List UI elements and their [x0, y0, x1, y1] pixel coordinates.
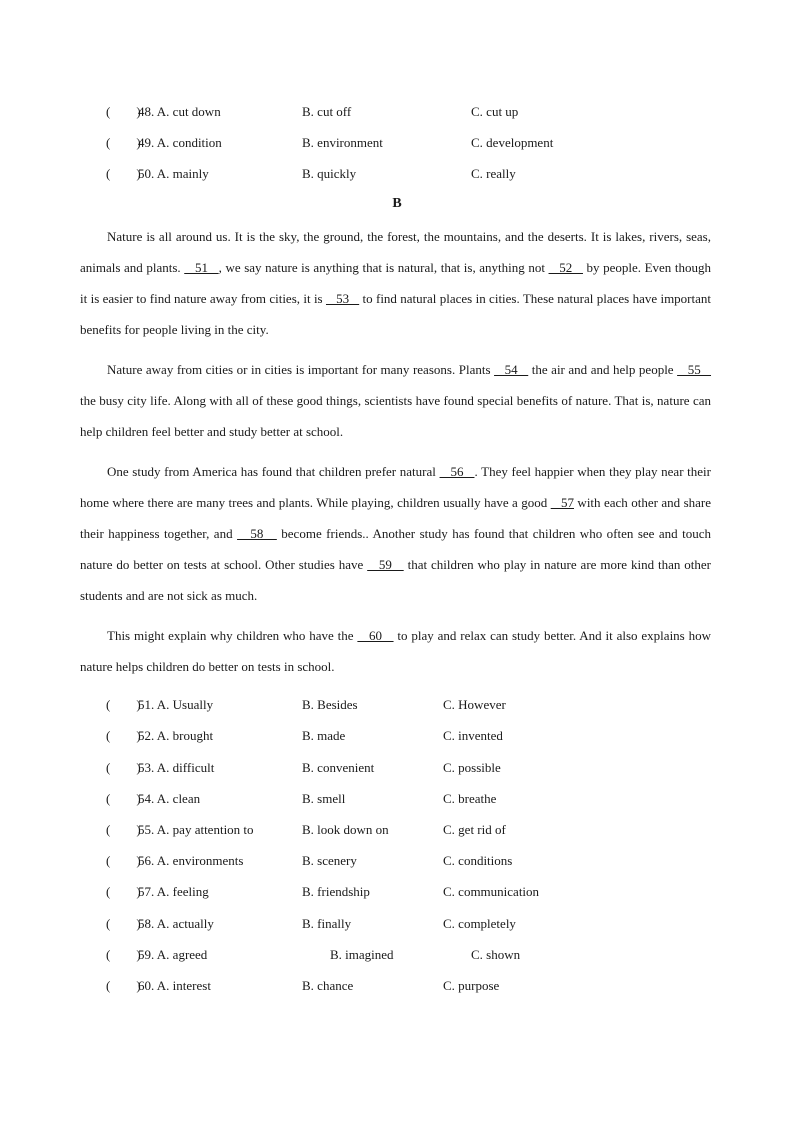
- option-b: B. environment: [302, 135, 383, 150]
- option-c: C. really: [471, 166, 516, 181]
- blank-51: 51: [184, 260, 219, 275]
- answer-bracket: ( ): [106, 760, 141, 775]
- answer-bracket: ( ): [106, 135, 141, 150]
- option-a: 49. A. condition: [138, 135, 222, 150]
- paragraph-text: that children who play in nature are more kind than other students and are not sick as much.: [80, 557, 712, 603]
- option-c: C. purpose: [443, 978, 500, 993]
- option-b: B. imagined: [330, 947, 394, 962]
- option-c: C. invented: [443, 728, 503, 743]
- blank-57: 57: [550, 495, 574, 510]
- option-b: B. scenery: [302, 853, 357, 868]
- blank-54: 54: [494, 362, 529, 377]
- option-b: B. cut off: [302, 104, 352, 119]
- option-c: C. shown: [471, 947, 521, 962]
- option-a: 52. A. brought: [138, 728, 214, 743]
- paragraph-text: Nature away from cities or in cities is important for many reasons. Plants: [107, 362, 495, 377]
- option-c: C. breathe: [443, 791, 497, 806]
- option-a: 59. A. agreed: [138, 947, 208, 962]
- answer-bracket: ( ): [106, 697, 141, 712]
- answer-bracket: ( ): [106, 916, 141, 931]
- blank-55: 55: [677, 362, 712, 377]
- option-b: B. Besides: [302, 697, 358, 712]
- paragraph-text: This might explain why children who have the: [107, 628, 358, 643]
- paragraph-text: by people. Even though it is easier to find nature away from cities, it is: [80, 260, 711, 306]
- answer-bracket: ( ): [106, 978, 141, 993]
- paragraph-text: . They feel happier when they play near their home where there are many trees and plants. While playing, children usually have a good: [80, 464, 711, 510]
- blank-59: 59: [367, 557, 404, 572]
- option-b: B. convenient: [302, 760, 375, 775]
- option-b: B. smell: [302, 791, 346, 806]
- option-c: C. conditions: [443, 853, 513, 868]
- blank-58: 58: [237, 526, 277, 541]
- option-c: C. However: [443, 697, 506, 712]
- answer-bracket: ( ): [106, 853, 141, 868]
- option-a: 58. A. actually: [138, 916, 214, 931]
- option-b: B. friendship: [302, 884, 370, 899]
- passage-paragraph-4: [80, 620, 711, 682]
- paragraph-text: with each other and share their happiness together, and: [80, 495, 711, 541]
- blank-60: 60: [357, 628, 394, 643]
- option-a: 55. A. pay attention to: [138, 822, 254, 837]
- option-b: B. look down on: [302, 822, 389, 837]
- option-b: B. finally: [302, 916, 352, 931]
- option-c: C. possible: [443, 760, 501, 775]
- answer-bracket: ( ): [106, 166, 141, 181]
- paragraph-text: to play and relax can study better. And it also explains how nature helps children do better on tests in school.: [80, 628, 711, 674]
- paragraph-text: One study from America has found that children prefer natural: [107, 464, 440, 479]
- option-a: 57. A. feeling: [138, 884, 209, 899]
- option-c: C. communication: [443, 884, 540, 899]
- answer-bracket: ( ): [106, 791, 141, 806]
- option-c: C. get rid of: [443, 822, 506, 837]
- paragraph-text: to find natural places in cities. These natural places have important benefits for people living in the city.: [80, 291, 712, 337]
- option-c: C. cut up: [471, 104, 519, 119]
- option-b: B. made: [302, 728, 346, 743]
- paragraph-text: the air and and help people: [528, 362, 678, 377]
- option-a: 56. A. environments: [138, 853, 244, 868]
- answer-bracket: ( ): [106, 947, 141, 962]
- paragraph-text: Nature is all around us. It is the sky, the ground, the forest, the mountains, and the deserts. It is lakes, rivers, seas, animals and plants.: [80, 229, 711, 275]
- section-title: B: [392, 196, 402, 211]
- blank-52: 52: [548, 260, 583, 275]
- paragraph-text: , we say nature is anything that is natural, that is, anything not: [218, 260, 549, 275]
- option-c: C. development: [471, 135, 554, 150]
- option-a: 50. A. mainly: [138, 166, 209, 181]
- answer-bracket: ( ): [106, 104, 141, 119]
- passage-paragraph-1: [80, 221, 711, 345]
- paragraph-text: become friends.. Another study has found that children who often see and touch nature do better on tests at school. Other studies have: [80, 526, 712, 572]
- option-a: 48. A. cut down: [138, 104, 221, 119]
- option-a: 53. A. difficult: [138, 760, 215, 775]
- answer-bracket: ( ): [106, 822, 141, 837]
- paragraph-text: the busy city life. Along with all of these good things, scientists have found special benefits of nature. That is, nature can help children feel better and study better at school.: [80, 393, 711, 439]
- passage-paragraph-3: [80, 456, 711, 611]
- blank-53: 53: [325, 291, 360, 306]
- answer-bracket: ( ): [106, 884, 141, 899]
- answer-bracket: ( ): [106, 728, 141, 743]
- blank-56: 56: [439, 464, 475, 479]
- option-a: 54. A. clean: [138, 791, 201, 806]
- option-a: 60. A. interest: [138, 978, 211, 993]
- option-b: B. quickly: [302, 166, 357, 181]
- option-b: B. chance: [302, 978, 354, 993]
- option-a: 51. A. Usually: [138, 697, 214, 712]
- option-c: C. completely: [443, 916, 516, 931]
- passage-paragraph-2: [80, 354, 711, 447]
